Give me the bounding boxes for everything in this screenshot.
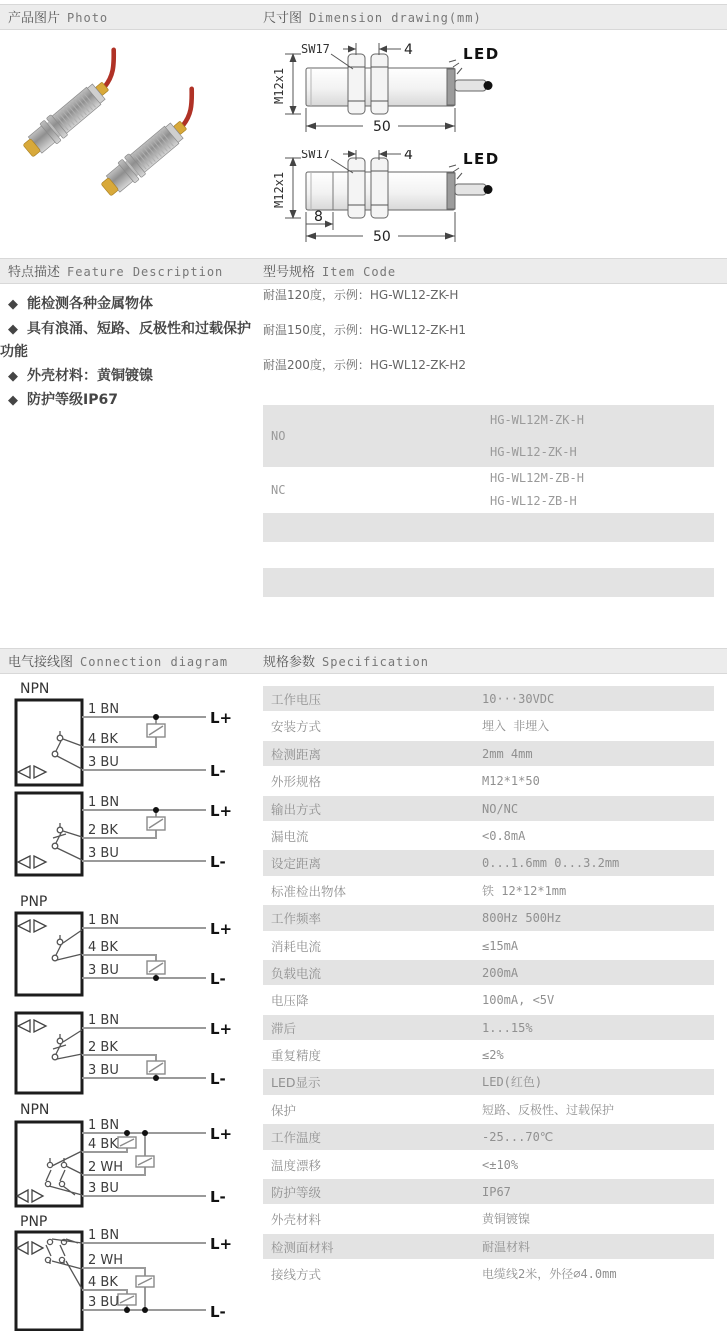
- wire-label: 4 BK: [88, 732, 118, 747]
- spec-row: [263, 713, 714, 740]
- table-row-empty: [263, 513, 714, 542]
- wire-label: 3 BU: [88, 963, 119, 978]
- nut-gap-dim-label: 4: [404, 150, 413, 163]
- wire-label: 1 BN: [88, 1013, 120, 1028]
- code-note: 耐温120度，示例：HG-WL12-ZK-H: [263, 288, 459, 302]
- output-type-cell: NO: [271, 429, 286, 443]
- spec-value: 2mm 4mm: [482, 746, 533, 761]
- spec-row: [263, 1261, 714, 1288]
- dimension-title-zh: 尺寸图: [263, 11, 303, 26]
- spec-row: [263, 1042, 714, 1069]
- sensor-photo-left: [14, 50, 137, 161]
- proximity-sensor-symbol: [18, 920, 46, 932]
- spec-label: 安装方式: [271, 719, 322, 735]
- spec-value: NO/NC: [482, 801, 519, 816]
- spec-label: 工作电压: [271, 692, 322, 707]
- feature-text: 防护等级IP67: [27, 392, 118, 408]
- diagram-type-label: PNP: [20, 894, 48, 910]
- spec-label: 保护: [271, 1102, 297, 1118]
- features-title-zh: 特点描述: [8, 265, 61, 280]
- spec-value: ≤2%: [482, 1048, 504, 1063]
- supply-minus-label: L-: [210, 1188, 226, 1206]
- wire-label: 2 WH: [88, 1253, 124, 1268]
- spec-label: 工作温度: [271, 1130, 322, 1146]
- wire-label: 3 BU: [88, 755, 119, 770]
- diamond-bullet-icon: ◆: [8, 321, 18, 337]
- wire-label: 3 BU: [88, 1295, 119, 1310]
- wiring-diagram-pnp-nc-3wire: [8, 1008, 255, 1098]
- item-code: HG-WL12-ZK-H: [490, 445, 577, 459]
- junction-dot: [153, 1075, 159, 1081]
- proximity-sensor-symbol: [17, 1242, 43, 1254]
- spec-value: 0...1.6mm 0...3.2mm: [482, 856, 620, 871]
- spec-value: <0.8mA: [482, 828, 526, 843]
- thread-size-label: M12x1: [272, 67, 286, 104]
- junction-dot: [124, 1130, 130, 1136]
- junction-dot: [142, 1130, 148, 1136]
- spec-row: [263, 768, 714, 795]
- item-code-table: [263, 405, 714, 597]
- spec-row: [263, 1234, 714, 1261]
- proximity-sensor-symbol: [18, 1020, 46, 1032]
- section-header-bottom: [0, 648, 727, 674]
- temperature-code-notes: [263, 288, 723, 393]
- spec-row: [263, 1015, 714, 1042]
- junction-dot: [153, 714, 159, 720]
- specification-title-zh: 规格参数: [263, 655, 316, 670]
- section-header-top: [0, 4, 727, 30]
- spec-label: 消耗电流: [271, 938, 322, 954]
- connection-title-en: Connection diagram: [80, 655, 229, 669]
- wiring-diagram-pnp-4wire: [8, 1214, 255, 1331]
- wire-label: 2 WH: [88, 1160, 124, 1175]
- spec-row: [263, 960, 714, 987]
- spec-row: [263, 933, 714, 960]
- spec-value: 800Hz 500Hz: [482, 911, 562, 926]
- junction-dot: [142, 1307, 148, 1313]
- wire-label: 1 BN: [88, 702, 120, 717]
- spec-label: 标准检出物体: [271, 883, 347, 899]
- spec-label: 防护等级: [271, 1185, 322, 1201]
- spec-value: IP67: [482, 1185, 511, 1200]
- led-label: LED: [463, 45, 500, 63]
- diamond-bullet-icon: ◆: [8, 393, 18, 408]
- spec-label: 接线方式: [271, 1267, 322, 1283]
- spec-label: 外壳材料: [271, 1212, 322, 1228]
- wire-label: 4 BK: [88, 1137, 118, 1152]
- itemcode-title-en: Item Code: [322, 265, 397, 279]
- spec-row: [263, 905, 714, 932]
- spec-value: 1...15%: [482, 1020, 533, 1035]
- table-row-empty: [263, 568, 714, 597]
- spec-label: 设定距离: [271, 856, 322, 872]
- dimension-drawing-flush: [263, 42, 727, 150]
- proximity-sensor-symbol: [18, 856, 46, 868]
- wiring-diagram-npn-nc-3wire: [8, 790, 255, 882]
- spec-label: 输出方式: [271, 801, 322, 817]
- wrench-size-label: SW17: [301, 150, 330, 161]
- specification-section-title: [263, 649, 429, 673]
- wire-label: 3 BU: [88, 1181, 119, 1196]
- supply-minus-label: L-: [210, 970, 226, 988]
- spec-label: 重复精度: [271, 1048, 322, 1064]
- length-dim-label: 50: [373, 119, 391, 135]
- diagram-type-label: NPN: [20, 1102, 50, 1118]
- features-section-title: [8, 259, 223, 283]
- feature-item: [0, 318, 256, 364]
- spec-row: [263, 1206, 714, 1233]
- cable-end: [484, 81, 493, 90]
- itemcode-section-title: [263, 259, 396, 283]
- connection-title-zh: 电气接线图: [8, 655, 74, 670]
- spec-row: [263, 878, 714, 905]
- output-type-cell: NC: [271, 482, 286, 497]
- supply-plus-label: L+: [210, 802, 233, 820]
- spec-label: 外形规格: [271, 774, 322, 790]
- spec-label: 检测面材料: [271, 1239, 334, 1255]
- spec-label: 工作频率: [271, 911, 322, 927]
- table-row: [263, 405, 714, 467]
- diamond-bullet-icon: ◆: [8, 297, 18, 312]
- photo-title-zh: 产品图片: [8, 11, 61, 26]
- spec-value: 100mA, <5V: [482, 993, 555, 1008]
- supply-plus-label: L+: [210, 1020, 233, 1038]
- spec-row: [263, 1069, 714, 1096]
- spec-label: 负载电流: [271, 965, 322, 981]
- nut-gap-dim-label: 4: [404, 42, 413, 58]
- specification-title-en: Specification: [322, 655, 429, 669]
- spec-row: [263, 850, 714, 877]
- section-header-middle: [0, 258, 727, 284]
- dimension-title-en: Dimension drawing(mm): [309, 11, 482, 25]
- feature-item: [0, 365, 256, 389]
- photo-section-title: [8, 5, 108, 29]
- wire-label: 2 BK: [88, 1040, 118, 1055]
- spec-row: [263, 987, 714, 1014]
- supply-minus-label: L-: [210, 762, 226, 780]
- spec-row: [263, 1097, 714, 1124]
- spec-value: 200mA: [482, 965, 519, 980]
- spec-value: M12*1*50: [482, 774, 540, 789]
- code-cell: [490, 467, 714, 512]
- junction-dot: [124, 1307, 130, 1313]
- itemcode-title-zh: 型号规格: [263, 265, 316, 280]
- junction-dot: [153, 975, 159, 981]
- product-photo: [2, 34, 255, 256]
- feature-item: [0, 389, 256, 413]
- wire-label: 4 BK: [88, 1275, 118, 1290]
- feature-text: 能检测各种金属物体: [27, 296, 153, 312]
- connection-section-title: [8, 649, 228, 673]
- supply-plus-label: L+: [210, 920, 233, 938]
- specification-table: [263, 686, 714, 1289]
- supply-plus-label: L+: [210, 709, 233, 727]
- spec-label: 电压降: [271, 993, 309, 1009]
- wire-label: 1 BN: [88, 1118, 120, 1133]
- diamond-bullet-icon: ◆: [8, 368, 18, 384]
- item-code: HG-WL12-ZB-H: [490, 494, 577, 508]
- supply-minus-label: L-: [210, 853, 226, 871]
- sensor-photo-right: [92, 89, 215, 200]
- spec-value: 埋入 非埋入: [482, 719, 550, 734]
- wire-label: 1 BN: [88, 1228, 120, 1243]
- spec-label: 漏电流: [271, 828, 309, 844]
- spec-value: -25...70℃: [482, 1130, 554, 1145]
- wire-label: 3 BU: [88, 1063, 119, 1078]
- cable-end: [484, 185, 493, 194]
- diagram-type-label: NPN: [20, 681, 50, 697]
- feature-text: 具有浪涌、短路、反极性和过载保护功能: [0, 320, 251, 360]
- wire-label: 1 BN: [88, 913, 120, 928]
- junction-dot: [153, 807, 159, 813]
- led-label: LED: [463, 150, 500, 168]
- spec-row: [263, 823, 714, 850]
- item-code: HG-WL12M-ZK-H: [490, 413, 584, 427]
- dimension-section-title: [263, 5, 482, 29]
- spec-label: 滞后: [271, 1020, 297, 1036]
- proximity-sensor-symbol: [18, 766, 46, 778]
- spec-row: [263, 1179, 714, 1206]
- wiring-diagram-pnp-no-3wire: [8, 893, 255, 999]
- thread-size-label: M12x1: [272, 171, 286, 208]
- feature-list: [0, 293, 256, 414]
- code-cell: [490, 405, 714, 467]
- spec-label: 温度漂移: [271, 1157, 322, 1173]
- spec-label: LED显示: [271, 1075, 321, 1091]
- spec-value: LED(红色): [482, 1075, 543, 1090]
- spec-value: 铁 12*12*1mm: [482, 883, 567, 898]
- wrench-size-label: SW17: [301, 42, 330, 56]
- spec-value: 短路、反极性、过载保护: [482, 1102, 615, 1117]
- code-note: 耐温150度，示例：HG-WL12-ZK-H1: [263, 323, 467, 337]
- photo-title-en: Photo: [67, 11, 109, 25]
- spec-value: 黄铜镀镍: [482, 1212, 531, 1227]
- feature-text: 外壳材料：黄铜镀镍: [27, 367, 153, 384]
- spec-value: 10···30VDC: [482, 692, 555, 706]
- code-note: 耐温200度，示例：HG-WL12-ZK-H2: [263, 358, 467, 372]
- supply-plus-label: L+: [210, 1235, 233, 1253]
- spec-label: 检测距离: [271, 746, 322, 762]
- supply-plus-label: L+: [210, 1125, 233, 1143]
- feature-item: [0, 293, 256, 317]
- features-title-en: Feature Description: [67, 265, 224, 279]
- spec-value: 耐温材料: [482, 1239, 531, 1254]
- spec-row: [263, 1152, 714, 1179]
- diagram-type-label: PNP: [20, 1214, 48, 1230]
- wire-label: 2 BK: [88, 823, 118, 838]
- wire-label: 3 BU: [88, 846, 119, 861]
- spec-row: [263, 1124, 714, 1151]
- proximity-sensor-symbol: [17, 1190, 43, 1202]
- supply-minus-label: L-: [210, 1303, 226, 1321]
- length-dim-label: 50: [373, 229, 391, 245]
- dimension-drawing-nonflush: [263, 150, 727, 262]
- spec-value: ≤15mA: [482, 938, 519, 953]
- wiring-diagram-npn-no-3wire: [8, 680, 255, 788]
- spec-value: <±10%: [482, 1157, 519, 1172]
- supply-minus-label: L-: [210, 1070, 226, 1088]
- spec-row: [263, 741, 714, 768]
- item-code: HG-WL12M-ZB-H: [490, 471, 584, 485]
- wire-label: 4 BK: [88, 940, 118, 955]
- table-row: [263, 467, 714, 512]
- spec-row: [263, 796, 714, 823]
- tip-dim-label: 8: [314, 209, 323, 225]
- wiring-diagram-npn-4wire: [8, 1100, 255, 1212]
- spec-row: [263, 686, 714, 713]
- spec-value: 电缆线2米，外径∅4.0mm: [482, 1267, 617, 1282]
- wire-label: 1 BN: [88, 795, 120, 810]
